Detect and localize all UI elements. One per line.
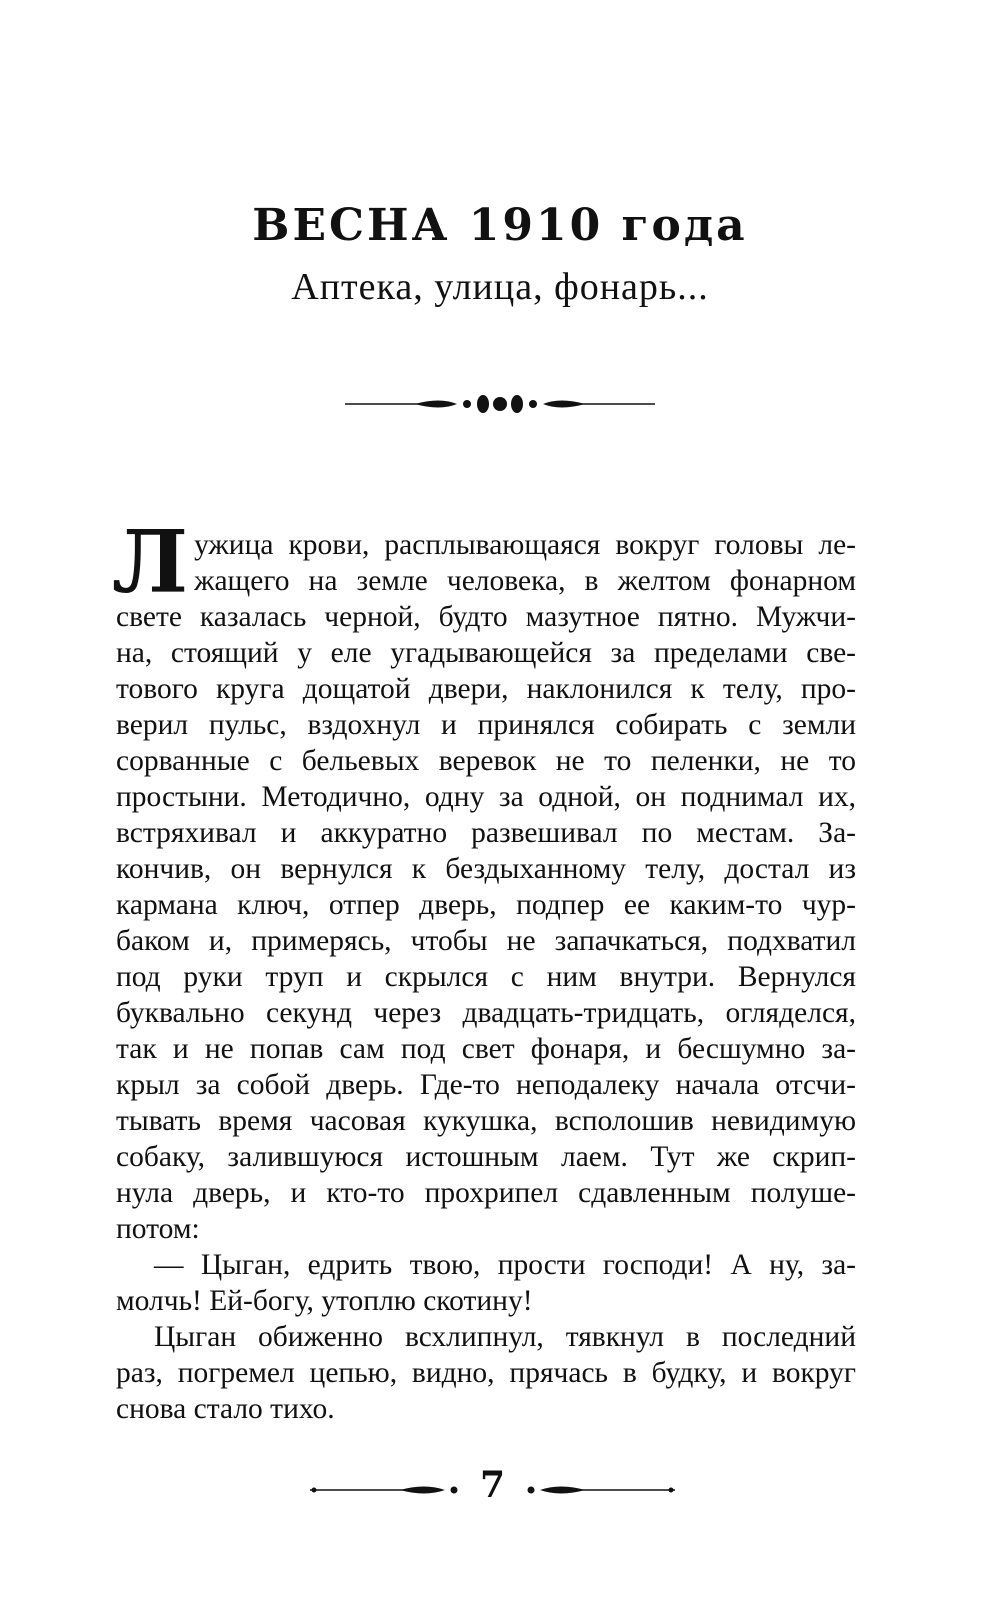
text-line: буквально секунд через двадцать-тридцать, огляделся, bbox=[116, 997, 856, 1029]
text-line: свете казалась черной, будто мазутное пятно. Мужчи- bbox=[116, 601, 856, 633]
footer-ornament-right-icon bbox=[525, 1480, 675, 1500]
text-line: кончив, он вернулся к бездыханному телу, достал из bbox=[116, 853, 856, 885]
text-line: крыл за собой дверь. Где-то неподалеку начала отсчи- bbox=[116, 1069, 856, 1101]
paragraph-1 bbox=[112, 512, 856, 1247]
drop-cap: Л bbox=[112, 512, 189, 613]
text-line: так и не попав сам под свет фонаря, и бесшумно за- bbox=[116, 1033, 856, 1065]
text-line: тового круга дощатой двери, наклонился к телу, про- bbox=[116, 673, 856, 705]
text-line: верил пульс, вздохнул и принялся собирать с земли bbox=[116, 709, 856, 741]
chapter-subtitle: Аптека, улица, фонарь... bbox=[291, 266, 709, 308]
chapter-title: ВЕСНА 1910 года bbox=[252, 200, 748, 251]
paragraph-3 bbox=[116, 1319, 856, 1427]
paragraph-2 bbox=[116, 1247, 856, 1319]
text-line: раз, погремел цепью, видно, прячась в будку, и вокруг bbox=[116, 1357, 856, 1389]
text-line: встряхивал и аккуратно развешивал по местам. За- bbox=[116, 817, 856, 849]
text-line: кармана ключ, отпер дверь, подпер ее каким-то чур- bbox=[116, 889, 856, 921]
text-line: под руки труп и скрылся с ним внутри. Вернулся bbox=[116, 961, 856, 993]
text-line: нула дверь, и кто-то прохрипел сдавленным полуше- bbox=[116, 1177, 856, 1209]
page-number: 7 bbox=[479, 1464, 506, 1506]
footer-ornament-left-icon bbox=[310, 1480, 460, 1500]
text-line: снова стало тихо. bbox=[116, 1393, 335, 1425]
text-line: ужица крови, расплывающаяся вокруг головы ле- bbox=[194, 529, 856, 561]
text-line: потом: bbox=[116, 1213, 200, 1245]
text-line: — Цыган, едрить твою, прости господи! А ну, за- bbox=[154, 1249, 856, 1281]
ornament-divider-icon bbox=[345, 392, 655, 416]
text-line: простыни. Методично, одну за одной, он поднимал их, bbox=[116, 781, 856, 813]
text-line: Цыган обиженно всхлипнул, тявкнул в последний bbox=[154, 1321, 856, 1353]
text-line: тывать время часовая кукушка, всполошив невидимую bbox=[116, 1105, 856, 1137]
text-line: сорванные с бельевых веревок не то пеленки, не то bbox=[116, 745, 856, 777]
body-text bbox=[112, 512, 856, 1427]
text-line: собаку, залившуюся истошным лаем. Тут же скрип- bbox=[116, 1141, 856, 1173]
text-line: молчь! Ей-богу, утоплю скотину! bbox=[116, 1285, 533, 1317]
text-line: баком и, примерясь, чтобы не запачкаться, подхватил bbox=[116, 925, 856, 957]
text-line: жащего на земле человека, в желтом фонарном bbox=[194, 565, 856, 597]
text-line: на, стоящий у еле угадывающейся за пределами све- bbox=[116, 637, 856, 669]
